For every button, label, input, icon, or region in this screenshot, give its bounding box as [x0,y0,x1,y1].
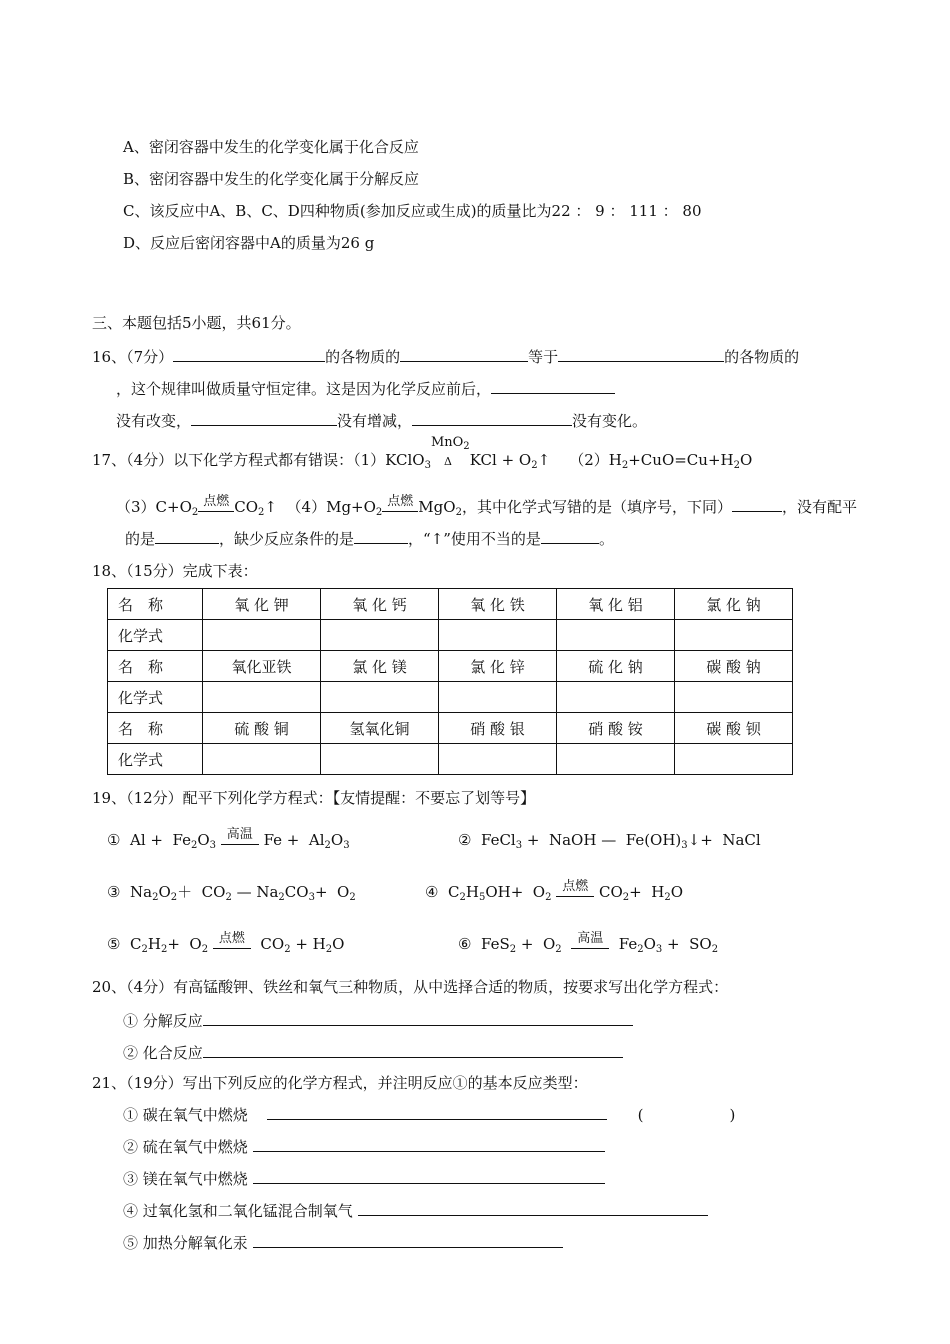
q16-blank-3[interactable] [558,345,724,362]
q16-blank-2[interactable] [400,345,528,362]
row-label: 化学式 [108,744,203,775]
q16-text: 没有变化。 [572,412,648,430]
compound-name: 氢氧化铜 [321,713,439,744]
table-row [108,620,793,651]
q17-blank-4[interactable] [541,527,599,544]
q16-blank-5[interactable] [191,409,337,426]
q16-text: ，这个规律叫做质量守恒定律。这是因为化学反应前后， [116,380,492,398]
compound-name: 硫 化 钠 [557,651,675,682]
q21-item-2: ② 硫在氧气中燃烧 [123,1135,605,1157]
formula-cell[interactable] [675,744,793,775]
q21-blank-3[interactable] [253,1167,605,1184]
equation-2: ② FeCl$_3$ + NaOH — $Fe(OH)_3↓+$ NaCl [458,831,761,851]
q17-line3: 的是 ，缺少反应条件的是 ，“↑”使用不当的是 。 [125,527,614,549]
q16-text: 没有改变， [116,412,192,430]
q21-item-1: ① 碳在氧气中燃烧 ( ) [123,1103,735,1125]
q20-blank-2[interactable] [203,1041,623,1058]
q16-blank-1[interactable] [173,345,325,362]
q21-item-3: ③ 镁在氧气中燃烧 [123,1167,605,1189]
q21-blank-4[interactable] [358,1199,708,1216]
q17-text: 17、（4分）以下化学方程式都有错误：（1）KClO [92,451,425,469]
compound-name: 氧 化 钾 [203,589,321,620]
condition-ignite: 点燃 [382,509,418,512]
q16-line3 [116,409,647,431]
option-b: B、密闭容器中发生的化学变化属于分解反应 [123,170,420,188]
compound-name: 氧化亚铁 [203,651,321,682]
q20-blank-1[interactable] [203,1009,633,1026]
formula-cell[interactable] [321,744,439,775]
equation-5: ⑤ $C_2H_2+ O_2$ 点燃 $CO_2 + H_2O$ [107,931,345,955]
q16-line1 [92,345,799,367]
formula-cell[interactable] [675,620,793,651]
q16-blank-6[interactable] [412,409,572,426]
formula-cell[interactable] [439,744,557,775]
q17-text: （2）H [569,451,622,469]
option-a: A、密闭容器中发生的化学变化属于化合反应 [123,138,419,156]
table-row [108,682,793,713]
formula-cell[interactable] [321,620,439,651]
equation-6: ⑥ $FeS_2 + O_2$ 高温 $Fe_2O_3 + SO_2$ [458,931,719,955]
q17-blank-3[interactable] [354,527,408,544]
q21-blank-5[interactable] [253,1231,563,1248]
row-label: 名 称 [108,651,203,682]
q17-text: KCl + O [469,451,532,469]
table-row [108,651,793,682]
table-row [108,713,793,744]
q21-item-4: ④ 过氧化氢和二氧化锰混合制氧气 [123,1199,708,1221]
formula-cell[interactable] [675,682,793,713]
q17-line1: 17、（4分）以下化学方程式都有错误：（1）KClO$_3$ MnO$_2$ Δ KCl + $O_2↑$ $(2)H_2+CuO=Cu+H_2O$ [92,435,753,471]
condition-ignite: 点燃 [198,509,234,512]
compound-name: 氯 化 镁 [321,651,439,682]
compound-name: 氧 化 铝 [557,589,675,620]
condition-mno2: MnO$_2$ Δ [430,435,470,468]
condition-high-temp: 高温 [571,946,609,949]
q16-line2 [116,377,615,399]
q18-title: 18、（15分）完成下表： [92,562,258,580]
compound-name: 氧 化 钙 [321,589,439,620]
q16-text: 的各物质的 [724,348,800,366]
q21-title: 21、（19分）写出下列反应的化学方程式，并注明反应①的基本反应类型： [92,1074,588,1092]
reaction-type-paren: ( [637,1106,644,1124]
section-title: 三、本题包括5小题，共61分。 [92,314,301,332]
compound-table [107,588,793,775]
formula-cell[interactable] [203,744,321,775]
option-d: D、反应后密闭容器中A的质量为26 g [123,234,375,252]
table-row [108,589,793,620]
row-label: 名 称 [108,589,203,620]
q16-blank-4[interactable] [491,377,615,394]
q20-title: 20、（4分）有高锰酸钾、铁丝和氧气三种物质，从中选择合适的物质，按要求写出化学方程式： [92,978,729,996]
q17-blank-1[interactable] [732,495,782,512]
row-label: 名 称 [108,713,203,744]
compound-name: 硝 酸 银 [439,713,557,744]
q17-line2: $(3)C+O_2$ 点燃 $CO_2↑$ $(4)Mg+O_2$ 点燃 MgO$_2$，其中化学式写错的是（填序号，下同） ，没有配平 [116,494,857,518]
compound-name: 氧 化 铁 [439,589,557,620]
formula-cell[interactable] [439,620,557,651]
compound-name: 硝 酸 铵 [557,713,675,744]
q20-item-2: ② 化合反应 [123,1041,623,1063]
compound-name: 碳 酸 钡 [675,713,793,744]
equation-1: ① $Al + Fe_2O_3$ 高温 $Fe + Al_2O_3$ [107,827,350,851]
q17-text: （4）Mg+O [286,498,376,516]
q16-text: 等于 [528,348,559,366]
formula-cell[interactable] [203,620,321,651]
compound-name: 氯 化 锌 [439,651,557,682]
equation-3: ③ $Na_2O_2+ CO_2$ — $Na_2CO_3+ O_2$ [107,883,356,903]
q21-item-5: ⑤ 加热分解氧化汞 [123,1231,563,1253]
q16-text: 的各物质的 [325,348,401,366]
formula-cell[interactable] [203,682,321,713]
q20-item-1: ① 分解反应 [123,1009,633,1031]
q21-blank-1[interactable] [267,1103,607,1120]
formula-cell[interactable] [557,682,675,713]
condition-high-temp: 高温 [221,842,259,845]
formula-cell[interactable] [439,682,557,713]
formula-cell[interactable] [557,620,675,651]
table-row [108,744,793,775]
formula-cell[interactable] [321,682,439,713]
row-label: 化学式 [108,620,203,651]
compound-name: 硫 酸 铜 [203,713,321,744]
condition-ignite: 点燃 [213,946,251,949]
q17-blank-2[interactable] [155,527,219,544]
gas-arrow: ↑ [537,451,551,469]
equation-4: ④ $C_2H_5OH+ O_2$ 点燃 $CO_2+ H_2O$ [425,879,684,903]
option-c: C、该反应中A、B、C、D四种物质(参加反应或生成)的质量比为22 ： 9 ： 111 ： 80 [123,202,702,220]
row-label: 化学式 [108,682,203,713]
condition-ignite: 点燃 [556,894,594,897]
compound-name: 氯 化 钠 [675,589,793,620]
q19-title: 19、（12分）配平下列化学方程式：【友情提醒：不要忘了划等号】 [92,789,536,807]
q17-text: （3）C+O [116,498,192,516]
q21-blank-2[interactable] [253,1135,605,1152]
compound-name: 碳 酸 钠 [675,651,793,682]
q16-number: 16、（7分） [92,348,174,366]
q16-text: 没有增减， [337,412,413,430]
formula-cell[interactable] [557,744,675,775]
